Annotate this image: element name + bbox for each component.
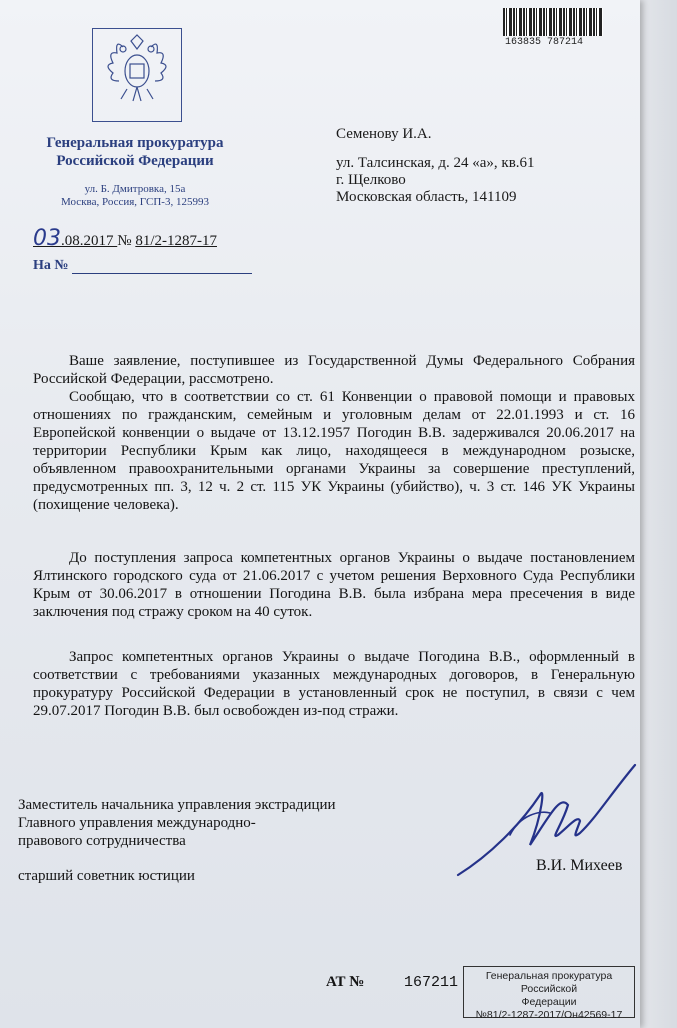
date-rest: .08.2017: [61, 233, 114, 249]
recipient-city: г. Щелково: [336, 172, 406, 188]
recipient-name: Семенову И.А.: [336, 126, 432, 142]
barcode-number: 163835 787214: [505, 37, 584, 48]
signer-rank: старший советник юстиции: [18, 868, 195, 884]
body-paragraph-2: Сообщаю, что в соответствии со ст. 61 Конвенции о правовой помощи и правовых отношениях по гражданским, семейным и уголовным делам от 22.01.1993 и ст. 16 Европейской конвенции о выдаче от 13.12.1957 Погодин В.В. задерживался 20.06.2017 на территории Республики Крым как лицо, находящееся в международном розыске, объявленном правоохранительными органами Украины за совершение преступлений, предусмотренных пп. 3, 12 ч. 2 ст. 115 УК Украины (убийство), ч. 3 ст. 146 УК Украины (похищение человека).: [33, 389, 635, 513]
sender-name: [20, 134, 250, 170]
registration-stamp: [463, 966, 635, 1021]
na-blank: [72, 273, 252, 274]
at-label: АТ №: [326, 974, 365, 990]
sender-address-line1: ул. Б. Дмитровка, 15а: [84, 183, 186, 195]
at-number: 167211: [404, 974, 459, 991]
sender-address: [20, 183, 250, 209]
number-prefix: №: [117, 233, 132, 249]
sender-title-line1: Генеральная прокуратура: [46, 135, 224, 151]
recipient-street: ул. Талсинская, д. 24 «а», кв.61: [336, 155, 535, 171]
position-line2: Главного управления международно-: [18, 815, 256, 831]
stamp-line2: Федерации: [521, 996, 577, 1008]
stamp-line1: Генеральная прокуратура Российской: [485, 970, 613, 995]
position-line3: правового сотрудничества: [18, 833, 186, 849]
reference-line: [33, 226, 217, 251]
sender-title-line2: Российской Федерации: [56, 153, 214, 169]
sender-address-line2: Москва, Россия, ГСП-3, 125993: [61, 196, 209, 208]
barcode: [503, 8, 603, 36]
body-paragraph-3: До поступления запроса компетентных органов Украины о выдаче постановлением Ялтинского городского суда от 21.06.2017 с учетом решения Верховного Суда Республики Крым от 30.06.2017 в отношении Погодина В.В. была избрана мера пресечения в виде заключения под стражу сроком на 40 суток.: [33, 550, 635, 620]
position-line1: Заместитель начальника управления экстрадиции: [18, 797, 336, 813]
signer-name: В.И. Михеев: [536, 857, 623, 874]
body-paragraph-4: Запрос компетентных органов Украины о выдаче Погодина В.В., оформленный в соответствии с требованиями указанных международных договоров, в Генеральную прокуратуру Российской Федерации в установленный срок не поступил, в связи с чем 29.07.2017 Погодин В.В. был освобожден из-под стражи.: [33, 649, 635, 719]
signature-position: [18, 796, 336, 850]
na-label: На №: [33, 258, 69, 273]
body-paragraph-1: Ваше заявление, поступившее из Государственной Думы Федерального Собрания Российской Федерации, рассмотрено.: [33, 353, 635, 387]
na-line: [33, 258, 252, 274]
stamp-line3: №81/2-1287-2017/Он42569-17: [475, 1009, 623, 1021]
reference-number: 81/2-1287-17: [135, 233, 217, 249]
recipient-region: Московская область, 141109: [336, 189, 517, 205]
coat-of-arms-icon: [92, 28, 182, 122]
date-day-handwritten: 03: [33, 226, 61, 251]
